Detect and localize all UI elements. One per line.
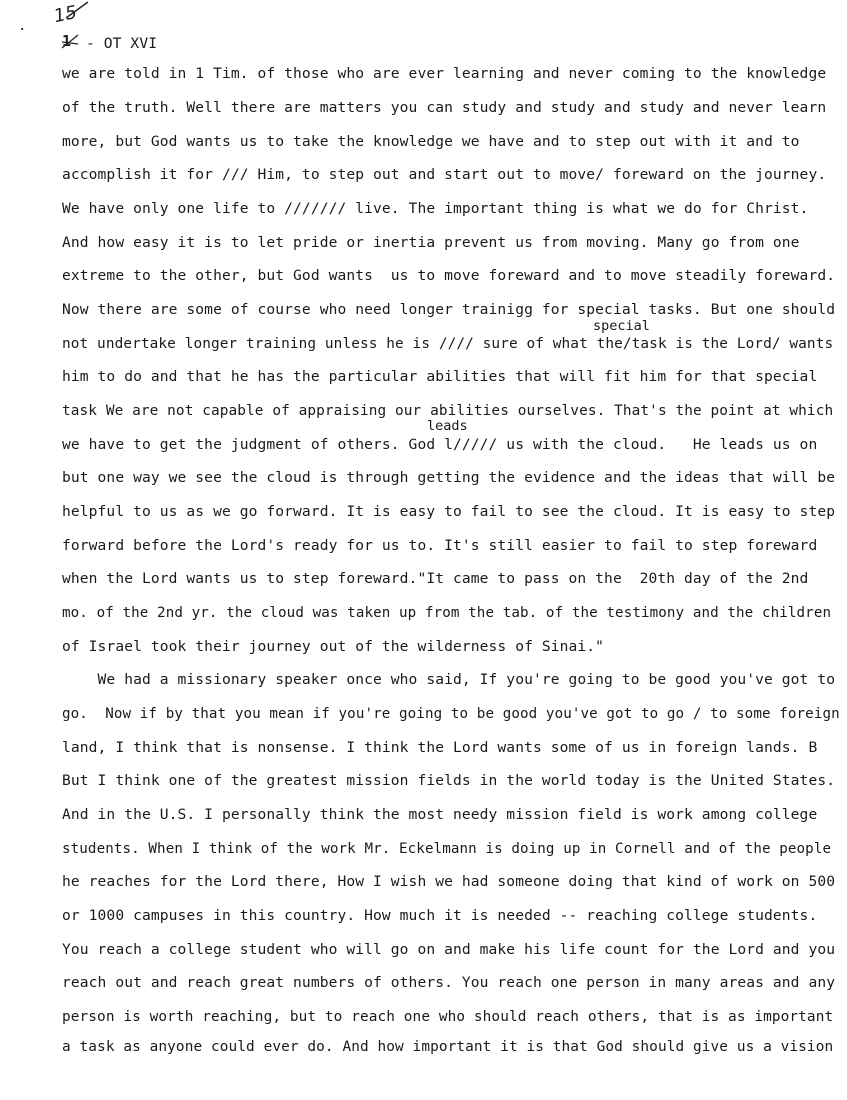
handwritten-stroke [62,0,92,20]
interlinear-note-leads: leads [427,418,468,434]
text-line: when the Lord wants us to step foreward."It came to pass on the 20th day of the 2nd [62,570,809,587]
text-line: mo. of the 2nd yr. the cloud was taken up from the tab. of the testimony and the children [62,605,832,621]
text-line: he reaches for the Lord there, How I wish we had someone doing that kind of work on 500 [62,873,836,890]
text-line: of the truth. Well there are matters you can study and study and study and never learn [62,99,827,116]
text-line: And in the U.S. I personally think the most needy mission field is work among college [62,806,818,823]
strikeout-mark [60,32,80,52]
text-line: extreme to the other, but God wants us to move foreward and to move steadily foreward. [62,267,836,284]
text-line: forward before the Lord's ready for us to. It's still easier to fail to step foreward [62,537,818,554]
text-line: task We are not capable of appraising our abilities ourselves. That's the point at which [62,403,834,419]
text-line: land, I think that is nonsense. I think the Lord wants some of us in foreign lands. B [62,739,818,756]
text-line: And how easy it is to let pride or inertia prevent us from moving. Many go from one [62,234,800,251]
text-line: students. When I think of the work Mr. Eckelmann is doing up in Cornell and of the people [62,841,832,857]
text-line: You reach a college student who will go on and make his life count for the Lord and you [62,941,836,958]
margin-dot: · [18,22,27,38]
text-line: we are told in 1 Tim. of those who are ever learning and never coming to the knowledge [62,65,827,82]
text-line: reach out and reach great numbers of others. You reach one person in many areas and any [62,974,836,991]
text-line: But I think one of the greatest mission fields in the world today is the United States. [62,772,836,789]
text-line: him to do and that he has the particular abilities that will fit him for that special [62,368,818,385]
text-line: go. Now if by that you mean if you're going to be good you've got to go / to some foreign [62,706,840,722]
handwritten-page-number: 15 [52,1,79,28]
text-line: Now there are some of course who need longer trainigg for special tasks. But one should [62,301,836,318]
text-line: of Israel took their journey out of the wilderness of Sinai." [62,638,605,655]
text-line: We have only one life to /////// live. The important thing is what we do for Christ. [62,200,809,217]
text-line: more, but God wants us to take the knowledge we have and to step out with it and to [62,133,800,150]
text-line: or 1000 campuses in this country. How much it is needed -- reaching college students. [62,907,818,924]
text-line: helpful to us as we go forward. It is easy to fail to see the cloud. It is easy to step [62,503,836,520]
text-line: We had a missionary speaker once who said, If you're going to be good you've got to [62,671,836,688]
page-header: - OT XVI [86,35,158,52]
text-line: but one way we see the cloud is through getting the evidence and the ideas that will be [62,469,836,486]
struck-page-number: 1 [62,32,72,50]
text-line: a task as anyone could ever do. And how important it is that God should give us a vision [62,1039,834,1055]
text-line: person is worth reaching, but to reach one who should reach others, that is as important [62,1009,834,1025]
interlinear-note-special: special [593,318,650,334]
text-line: we have to get the judgment of others. God l///// us with the cloud. He leads us on [62,436,818,453]
text-line: accomplish it for /// Him, to step out and start out to move/ foreward on the journey. [62,166,827,183]
text-line: not undertake longer training unless he is //// sure of what the/task is the Lord/ wants [62,336,834,352]
